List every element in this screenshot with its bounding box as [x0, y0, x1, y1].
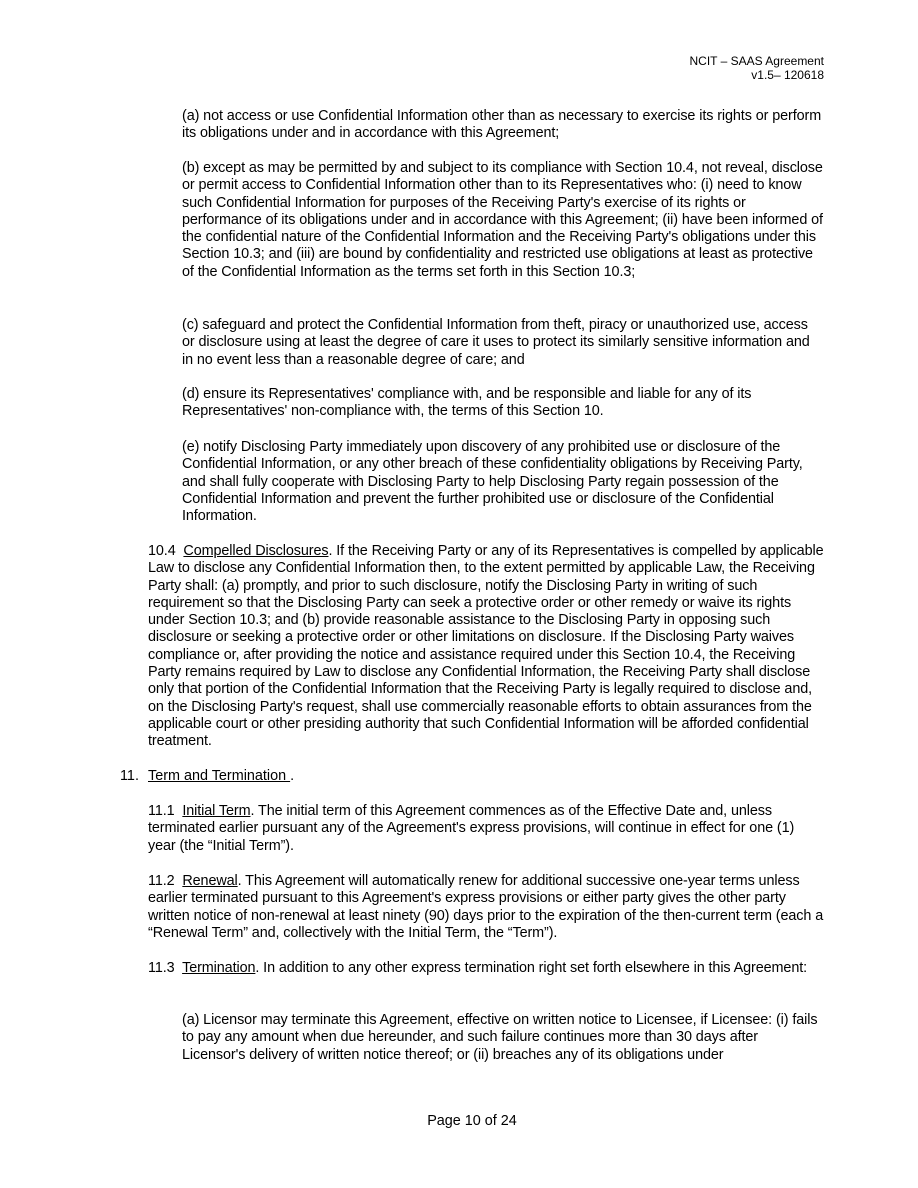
section-body: . In addition to any other express termination right set forth elsewhere in this Agreement: — [255, 960, 808, 976]
section-number: 11.2 — [148, 873, 175, 889]
section-11-3 — [148, 960, 824, 977]
header-version: v1.5– 120618 — [751, 68, 824, 82]
section-number: 11. — [120, 768, 139, 784]
section-body: . This Agreement will automatically renew for additional successive one-year terms unless earlier terminated pursuant to this Agreement's express provisions or either party gives the other party written notice of non-renewal at least ninety (90) days prior to the expiration of the then-current term (each a “Renewal Term” and, collectively with the Initial Term, the “Term”). — [148, 873, 824, 941]
section-body: . If the Receiving Party or any of its Representatives is compelled by applicable Law to disclose any Confidential Information then, to the extent permitted by applicable Law, the Receiving Party shall: (a) promptly, and prior to such disclosure, notify the Disclosing Party in writing of such requirement so that the Disclosing Party can seek a protective order or other remedy or waive its rights under Section 10.3; and (b) provide reasonable assistance to the Disclosing Party in opposing such disclosure or seeking a protective order or other limitations on disclosure. If the Disclosing Party waives compliance or, after providing the notice and assistance required under this Section 10.4, the Receiving Party remains required by Law to disclose any Confidential Information, the Receiving Party shall disclose only that portion of the Confidential Information that the Receiving Party is legally required to disclose and, on the Disclosing Party's request, shall use commercially reasonable efforts to obtain assurances from the applicable court or other presiding authority that such Confidential Information will be afforded confidential treatment. — [148, 543, 824, 750]
section-number: 11.1 — [148, 803, 175, 819]
document-header — [689, 54, 824, 82]
section-heading: Term and Termination — [148, 768, 291, 784]
clause-10-3-a: (a) not access or use Confidential Information other than as necessary to exercise its rights or perform its obligations under and in accordance with this Agreement; — [182, 108, 822, 142]
section-11-2 — [148, 873, 824, 942]
section-heading: Termination — [182, 960, 256, 976]
section-11-heading — [120, 768, 294, 785]
clause-10-3-b: (b) except as may be permitted by and subject to its compliance with Section 10.4, not reveal, disclose or permit access to Confidential Information other than to its Representatives who: (i) need to know such Confidential Information for purposes of the Receiving Party's exercise of its rights or performance of its obligations under and in accordance with this Agreement; (ii) have been informed of the confidential nature of the Confidential Information and the Receiving Party's obligations under this Section 10.3; and (iii) are bound by confidentiality and restricted use obligations at least as protective of the Confidential Information as the terms set forth in this Section 10.3; — [182, 160, 823, 280]
clause-10-3-d: (d) ensure its Representatives' compliance with, and be responsible and liable for any of its Representatives' non-compliance with, the terms of this Section 10. — [182, 386, 752, 420]
header-title: NCIT – SAAS Agreement — [689, 54, 824, 68]
section-heading: Initial Term — [182, 803, 251, 819]
section-heading: Renewal — [182, 873, 238, 889]
section-number: 11.3 — [148, 960, 175, 976]
section-body: . The initial term of this Agreement commences as of the Effective Date and, unless terminated earlier pursuant any of the Agreement's express provisions, will continue in effect for one (1) year (the “Initial Term”). — [148, 803, 795, 854]
page-number: Page 10 of 24 — [427, 1113, 517, 1129]
section-10-4 — [148, 543, 824, 751]
section-heading-tail: . — [290, 768, 295, 784]
clause-11-3-a: (a) Licensor may terminate this Agreement, effective on written notice to Licensee, if Licensee: (i) fails to pay any amount when due hereunder, and such failure continues more than 30 days after Licensor's delivery of written notice thereof; or (ii) breaches any of its obligations under — [182, 1012, 818, 1063]
clause-10-3-e: (e) notify Disclosing Party immediately upon discovery of any prohibited use or disclosure of the Confidential Information, or any other breach of these confidentiality obligations by Receiving Party, and shall fully cooperate with Disclosing Party to help Disclosing Party regain possession of the Confidential Information and prevent the further prohibited use or disclosure of the Confidential Information. — [182, 439, 803, 525]
section-number: 10.4 — [148, 543, 176, 559]
section-heading: Compelled Disclosures — [183, 543, 329, 559]
section-11-1 — [148, 803, 824, 855]
clause-10-3-c: (c) safeguard and protect the Confidential Information from theft, piracy or unauthorized use, access or disclosure using at least the degree of care it uses to protect its similarly sensitive information and in no event less than a reasonable degree of care; and — [182, 317, 810, 368]
